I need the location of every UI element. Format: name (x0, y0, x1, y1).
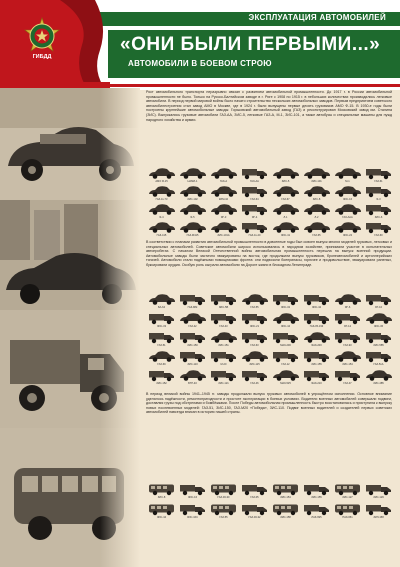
vehicle-illustration (301, 502, 332, 522)
vehicle-label: КИМ-10 (218, 198, 229, 201)
vehicle-illustration (177, 292, 208, 311)
vehicle-illustration (208, 202, 239, 220)
vehicle-illustration (146, 202, 177, 220)
vehicle-illustration (363, 202, 394, 220)
vehicle-icon (240, 166, 270, 180)
vehicle-label: ГАЗ-51 (157, 344, 166, 347)
vehicle-label: ЯГ-4 (251, 216, 258, 219)
vehicle-icon (364, 184, 394, 198)
vehicle-illustration (332, 482, 363, 502)
vehicle-icon (178, 166, 208, 180)
vehicle-icon (240, 349, 270, 363)
vehicle-label: ЗИС-16С (187, 516, 198, 519)
car-grid-buses (146, 482, 394, 522)
vehicle-label: ГАЗ-67 (281, 198, 290, 201)
vehicle-icon (364, 368, 394, 382)
vehicle-label: ЗИС-129 (373, 496, 384, 499)
vehicle-label: НАМИ-1 (187, 180, 198, 183)
vehicle-illustration (208, 482, 239, 502)
vehicle-label: ЗИС-127 (342, 496, 353, 499)
vehicle-label: ГАЗ-55 (219, 516, 228, 519)
vehicle-icon (271, 311, 301, 325)
vehicle-illustration (146, 502, 177, 522)
vehicle-illustration (270, 184, 301, 202)
vehicle-illustration (332, 166, 363, 184)
vehicle-icon (271, 482, 301, 496)
photo-bus (0, 428, 140, 567)
vehicle-label: ГАЗ-03-30 (217, 496, 230, 499)
vehicle-label: ЗИС-16 (187, 496, 198, 499)
photo-truck (0, 310, 140, 428)
vehicle-label: ЗИС-36 (373, 325, 384, 328)
vehicle-icon (240, 202, 270, 216)
vehicle-icon (333, 482, 363, 496)
vehicle-illustration (208, 330, 239, 349)
vehicle-illustration (363, 292, 394, 311)
vehicle-icon (333, 220, 363, 234)
vehicle-label: ЗИС-8 (312, 198, 321, 201)
vehicle-label: ГАЗ-61 (374, 180, 383, 183)
vehicle-icon (271, 368, 301, 382)
vehicle-icon (209, 368, 239, 382)
vehicle-illustration (301, 184, 332, 202)
vehicle-label: М-1 (345, 180, 350, 183)
vehicle-label: Л-1 (283, 216, 288, 219)
vehicle-label: ЗИС-5 (281, 180, 290, 183)
vehicle-label: ГАЗ-47 (343, 382, 352, 385)
vehicle-icon (209, 349, 239, 363)
vehicle-icon (302, 349, 332, 363)
vehicle-illustration (301, 482, 332, 502)
vehicle-label: ПАЗ-651 (342, 516, 353, 519)
vehicle-label: ГАЗ-60 (374, 234, 383, 237)
vehicle-label: Л-2 (314, 216, 319, 219)
vehicle-icon (302, 502, 332, 516)
vehicle-illustration (363, 166, 394, 184)
vehicle-illustration (239, 368, 270, 387)
vehicle-label: ЗИС-44 (280, 325, 291, 328)
vehicle-label: ГАЗ-65 (312, 234, 321, 237)
vehicle-illustration (208, 368, 239, 387)
vehicle-label: ЗИС-150 (187, 344, 198, 347)
vehicle-icon (271, 202, 301, 216)
vehicle-illustration (332, 368, 363, 387)
vehicle-label: ГАЗ-93 (343, 344, 352, 347)
vehicle-label: ЛАЗ-695 (311, 516, 322, 519)
vehicle-label: ГАЗ-415 (156, 234, 167, 237)
vehicle-icon (271, 292, 301, 306)
vehicle-icon (333, 502, 363, 516)
vehicle-label: ЗИС-41 (280, 234, 291, 237)
vehicle-label: ЗИС-102 (187, 198, 198, 201)
vehicle-illustration (270, 202, 301, 220)
vehicle-icon (147, 184, 177, 198)
vehicle-illustration (301, 292, 332, 311)
vehicle-icon (333, 184, 363, 198)
vehicle-illustration (363, 368, 394, 387)
vehicle-label: ЗИЛ-158 (373, 516, 384, 519)
vehicle-illustration (177, 368, 208, 387)
vehicle-label: Я-5 (190, 216, 195, 219)
vehicle-icon (209, 311, 239, 325)
vehicle-illustration (239, 292, 270, 311)
vehicle-label: ГАЗ-51А (373, 363, 384, 366)
vehicle-icon (302, 202, 332, 216)
vehicle-label: ГАЗ-М415 (186, 234, 199, 237)
vehicle-icon (240, 292, 270, 306)
vehicle-icon (271, 330, 301, 344)
vehicle-icon (333, 330, 363, 344)
vehicle-illustration (270, 502, 301, 522)
vehicle-icon (147, 330, 177, 344)
vehicle-label: ЯАЗ-200 (311, 344, 322, 347)
vehicle-illustration (146, 482, 177, 502)
vehicle-label: ГАЗ-42 (188, 325, 197, 328)
vehicle-icon (302, 166, 332, 180)
vehicle-illustration (239, 482, 270, 502)
vehicle-icon (271, 166, 301, 180)
vehicle-icon (302, 184, 332, 198)
postwar-paragraph: В период великой войны 1941–1945 гг. заводы продолжали выпуск грузовых автомобилей в упрощённом исполнении. Основное внимание уделялось надёжности, ремонтопригодности и простоте эксплуатации в боевых условиях. Водители военных автомобилей совершали подвиги, доставляя грузы под обстрелами и бомбёжками. После Победы автомобильная промышленность быстро восстановилась и приступила к выпуску новых послевоенных моделей: ГАЗ-51, ЗИС-150, ГАЗ-М20 «Победа», ЗИС-110. Подвиг военных водителей и создателей первых советских автомобилей навсегда вписан в историю нашей страны. (146, 392, 392, 415)
vehicle-icon (240, 184, 270, 198)
vehicle-illustration (270, 220, 301, 238)
vehicle-icon (302, 330, 332, 344)
vehicle-icon (333, 311, 363, 325)
vehicle-icon (271, 502, 301, 516)
vehicle-illustration (208, 502, 239, 522)
vehicle-illustration (301, 311, 332, 330)
vehicle-illustration (177, 166, 208, 184)
vehicle-illustration (363, 502, 394, 522)
vehicle-label: ГАЗ-12 (281, 363, 290, 366)
vehicle-illustration (270, 292, 301, 311)
vehicle-label: МАЗ-525 (280, 382, 291, 385)
vehicle-illustration (177, 330, 208, 349)
vehicle-illustration (239, 502, 270, 522)
vehicle-icon (364, 220, 394, 234)
photo-column (0, 88, 140, 567)
vehicle-label: ЗИС-121 (218, 382, 229, 385)
vehicle-illustration (301, 220, 332, 238)
vehicle-icon (178, 292, 208, 306)
vehicle-icon (240, 220, 270, 234)
vehicle-illustration (146, 349, 177, 368)
vehicle-icon (333, 202, 363, 216)
photo-limousine (0, 88, 140, 200)
vehicle-label: ГАЗ-43 (219, 325, 228, 328)
vehicle-icon (209, 220, 239, 234)
vehicle-label: ЗИС-32 (280, 306, 291, 309)
vehicle-label: ЗИС-8 (157, 496, 166, 499)
vehicle-illustration (301, 330, 332, 349)
vehicle-label: ГАЗ-05 (250, 496, 259, 499)
vehicle-illustration (146, 330, 177, 349)
vehicle-label: ГАЗ-55 (250, 306, 259, 309)
vehicle-label: ЗИС-22 (342, 234, 353, 237)
vehicle-icon (333, 368, 363, 382)
vehicle-icon (271, 220, 301, 234)
vehicle-icon (364, 311, 394, 325)
vehicle-illustration (332, 311, 363, 330)
vehicle-icon (302, 482, 332, 496)
vehicle-icon (302, 292, 332, 306)
vehicle-icon (209, 330, 239, 344)
vehicle-illustration (332, 202, 363, 220)
vehicle-illustration (301, 166, 332, 184)
vehicle-icon (302, 311, 332, 325)
vehicle-icon (178, 311, 208, 325)
vehicle-icon (147, 166, 177, 180)
vehicle-illustration (208, 220, 239, 238)
vehicle-icon (271, 349, 301, 363)
vehicle-icon (333, 166, 363, 180)
vehicle-label: ЗИС-155 (311, 363, 322, 366)
vehicle-label: ЗИС-115 (249, 363, 260, 366)
vehicle-illustration (332, 220, 363, 238)
vehicle-label: ЗИС-154 (342, 363, 353, 366)
vehicle-label: ЗИС-44 (156, 516, 167, 519)
vehicle-label: ЗИС-585 (373, 344, 384, 347)
vehicle-icon (209, 202, 239, 216)
vehicle-icon (240, 330, 270, 344)
vehicle-label: ЯГ-6 (344, 306, 351, 309)
vehicle-icon (364, 330, 394, 344)
vehicle-illustration (239, 311, 270, 330)
vehicle-illustration (239, 330, 270, 349)
vehicle-icon (209, 184, 239, 198)
vehicle-label: ГАЗ-05-193 (309, 325, 324, 328)
vehicle-icon (240, 368, 270, 382)
vehicle-illustration (239, 184, 270, 202)
vehicle-icon (209, 166, 239, 180)
vehicle-illustration (301, 349, 332, 368)
vehicle-label: Я-4 (159, 216, 164, 219)
car-grid-prewar (146, 166, 394, 238)
vehicle-illustration (363, 330, 394, 349)
vehicle-illustration (332, 330, 363, 349)
vehicle-illustration (301, 368, 332, 387)
vehicle-illustration (270, 330, 301, 349)
vehicle-illustration (177, 220, 208, 238)
vehicle-illustration (208, 166, 239, 184)
vehicle-label: ГАЗ-ММ (187, 306, 198, 309)
vehicle-illustration (239, 166, 270, 184)
vehicle-icon (240, 502, 270, 516)
vehicle-illustration (146, 220, 177, 238)
vehicle-icon (364, 502, 394, 516)
vehicle-icon (302, 220, 332, 234)
flag-emblem (0, 0, 110, 90)
vehicle-illustration (239, 220, 270, 238)
vehicle-illustration (270, 311, 301, 330)
poster-subtitle: АВТОМОБИЛИ В БОЕВОМ СТРОЮ (128, 59, 272, 68)
vehicle-illustration (332, 184, 363, 202)
vehicle-illustration (146, 292, 177, 311)
vehicle-label: ЗИС-151 (218, 344, 229, 347)
vehicle-illustration (177, 502, 208, 522)
vehicle-icon (147, 202, 177, 216)
vehicle-illustration (177, 349, 208, 368)
vehicle-illustration (270, 349, 301, 368)
vehicle-icon (147, 482, 177, 496)
vehicle-illustration (146, 311, 177, 330)
vehicle-icon (364, 482, 394, 496)
car-grid-wartime (146, 292, 394, 387)
vehicle-illustration (332, 292, 363, 311)
vehicle-label: ГАЗ-ААА (342, 216, 353, 219)
vehicle-illustration (177, 482, 208, 502)
vehicle-icon (147, 502, 177, 516)
vehicle-icon (364, 166, 394, 180)
vehicle-label: ЗИС-101 (311, 180, 322, 183)
vehicle-label: ЗИС-101А (217, 234, 230, 237)
vehicle-illustration (363, 184, 394, 202)
vehicle-icon (178, 349, 208, 363)
vehicle-label: ЗИС-5В (218, 306, 229, 309)
poster-title: «ОНИ БЫЛИ ПЕРВЫМИ...» (120, 34, 381, 55)
vehicle-illustration (177, 202, 208, 220)
vehicle-label: БА-64 (157, 306, 166, 309)
vehicle-illustration (239, 349, 270, 368)
vehicle-label: ЗИС-154 (280, 496, 291, 499)
vehicle-icon (333, 349, 363, 363)
war-paragraph: В соответствии с планами развития автомобильной промышленности в довоенные годы был освоен выпуск многих моделей грузовых, легковых и специальных автомобилей. Советские автомобили широко использовались в народном хозяйстве, принимали участие в испытательных автопробегах. С началом Великой Отечественной войны автомобильная промышленность перешла на выпуск военной продукции. Автомобильные заводы были частично эвакуированы на восток, где продолжили выпуск грузовиков, бронеавтомобилей и артиллерийских тягачей. Автомобили стали надёжными помощниками фронта: они подвозили боеприпасы, горючее и продовольствие, эвакуировали раненых, буксировали орудия. Особую роль сыграли автомобили на Дороге жизни в блокадном Ленинграде. (146, 240, 392, 267)
vehicle-label: ЗИС-155 (311, 496, 322, 499)
vehicle-icon (147, 349, 177, 363)
vehicle-label: ЯГ-3 (220, 216, 227, 219)
vehicle-icon (364, 202, 394, 216)
vehicle-label: ГАЗ-11-73 (155, 198, 168, 201)
vehicle-label: ГАЗ-63 (250, 344, 259, 347)
vehicle-illustration (208, 349, 239, 368)
vehicle-label: ЗИС-33 (156, 325, 167, 328)
vehicle-icon (147, 292, 177, 306)
vehicle-icon (147, 220, 177, 234)
vehicle-icon (209, 482, 239, 496)
vehicle-icon (178, 202, 208, 216)
vehicle-icon (178, 368, 208, 382)
vehicle-icon (333, 292, 363, 306)
vehicle-icon (302, 368, 332, 382)
vehicle-illustration (208, 184, 239, 202)
vehicle-icon (209, 292, 239, 306)
vehicle-label: ГАЗ-АА (250, 180, 259, 183)
vehicle-icon (209, 502, 239, 516)
poster-category: ЭКСПЛУАТАЦИЯ АВТОМОБИЛЕЙ (248, 13, 386, 22)
vehicle-illustration (146, 368, 177, 387)
vehicle-label: ЗИС-485 (373, 382, 384, 385)
vehicle-illustration (208, 311, 239, 330)
vehicle-label: ЗИС-6 (374, 216, 383, 219)
vehicle-label: ЗИС-152 (156, 382, 167, 385)
vehicle-icon (240, 311, 270, 325)
vehicle-icon (240, 482, 270, 496)
vehicle-label: ЗИС-42 (311, 306, 322, 309)
vehicle-icon (271, 184, 301, 198)
vehicle-label: ЗИС-158 (280, 516, 291, 519)
vehicle-label: МАЗ-200 (280, 344, 291, 347)
vehicle-illustration (208, 292, 239, 311)
vehicle-label: ЯГ-12 (343, 325, 352, 328)
vehicle-illustration (332, 502, 363, 522)
vehicle-icon (147, 368, 177, 382)
vehicle-illustration (270, 166, 301, 184)
badge-text: ГИБДД (32, 54, 52, 60)
vehicle-label: ГАЗ-69 (157, 363, 166, 366)
vehicle-label: ЗИС-16 (342, 198, 353, 201)
vehicle-illustration (239, 202, 270, 220)
vehicle-label: М-20 (220, 363, 227, 366)
vehicle-illustration (270, 368, 301, 387)
vehicle-illustration (363, 349, 394, 368)
vehicle-illustration (332, 349, 363, 368)
vehicle-label: Я-3 (376, 198, 381, 201)
vehicle-illustration (363, 220, 394, 238)
intro-paragraph: Рост автомобильного транспорта неразрывно связан с развитием автомобильной промышленности. До 1917 г. в России автомобильной промышленности не было. Только на Русско-Балтийском заводе в г. Риге с 1908 по 1915 г. в небольших количествах производились легковые автомобили. В период первой мировой войны было начато строительство нескольких автомобильных заводов. Первым предприятием советского автомобилестроения стал завод АМО в Москве, где в 1924 г. были выпущены первые десять грузовиков АМО Ф-15. В 1930-е годы были построены крупнейшие автомобильные заводы: Горьковский автомобильный завод (ГАЗ) и реконструирован Московский завод им. Сталина (ЗИС). Выпускались грузовые автомобили ГАЗ-АА, ЗИС-5, легковые ГАЗ-А, М-1, ЗИС-101, а также автобусы и специальные машины для нужд народного хозяйства и армии. (146, 90, 392, 122)
photo-parade-car (0, 200, 140, 310)
vehicle-label: ГАЗ-11-40 (248, 234, 261, 237)
vehicle-label: ЗИС-21 (249, 325, 260, 328)
vehicle-icon (364, 349, 394, 363)
vehicle-illustration (177, 311, 208, 330)
vehicle-label: ГАЗ-А (219, 180, 228, 183)
vehicle-label: ГАЗ-46 (250, 382, 259, 385)
vehicle-illustration (146, 184, 177, 202)
vehicle-illustration (270, 482, 301, 502)
vehicle-label: ГАЗ-64 (250, 198, 259, 201)
vehicle-label: АМО Ф-15 (155, 180, 168, 183)
vehicle-icon (178, 184, 208, 198)
vehicle-label: БТР-40 (188, 382, 197, 385)
vehicle-illustration (363, 482, 394, 502)
vehicle-label: ГАЗ-03-32 (248, 516, 261, 519)
vehicle-illustration (363, 311, 394, 330)
vehicle-icon (178, 482, 208, 496)
vehicle-illustration (146, 166, 177, 184)
vehicle-illustration (177, 184, 208, 202)
vehicle-label: ЯАЗ-210 (311, 382, 322, 385)
vehicle-icon (178, 220, 208, 234)
vehicle-label: ЯГ-10 (374, 306, 383, 309)
vehicle-icon (178, 330, 208, 344)
vehicle-label: ЗИС-110 (187, 363, 198, 366)
vehicle-icon (178, 502, 208, 516)
vehicle-icon (364, 292, 394, 306)
vehicle-illustration (301, 202, 332, 220)
vehicle-icon (147, 311, 177, 325)
